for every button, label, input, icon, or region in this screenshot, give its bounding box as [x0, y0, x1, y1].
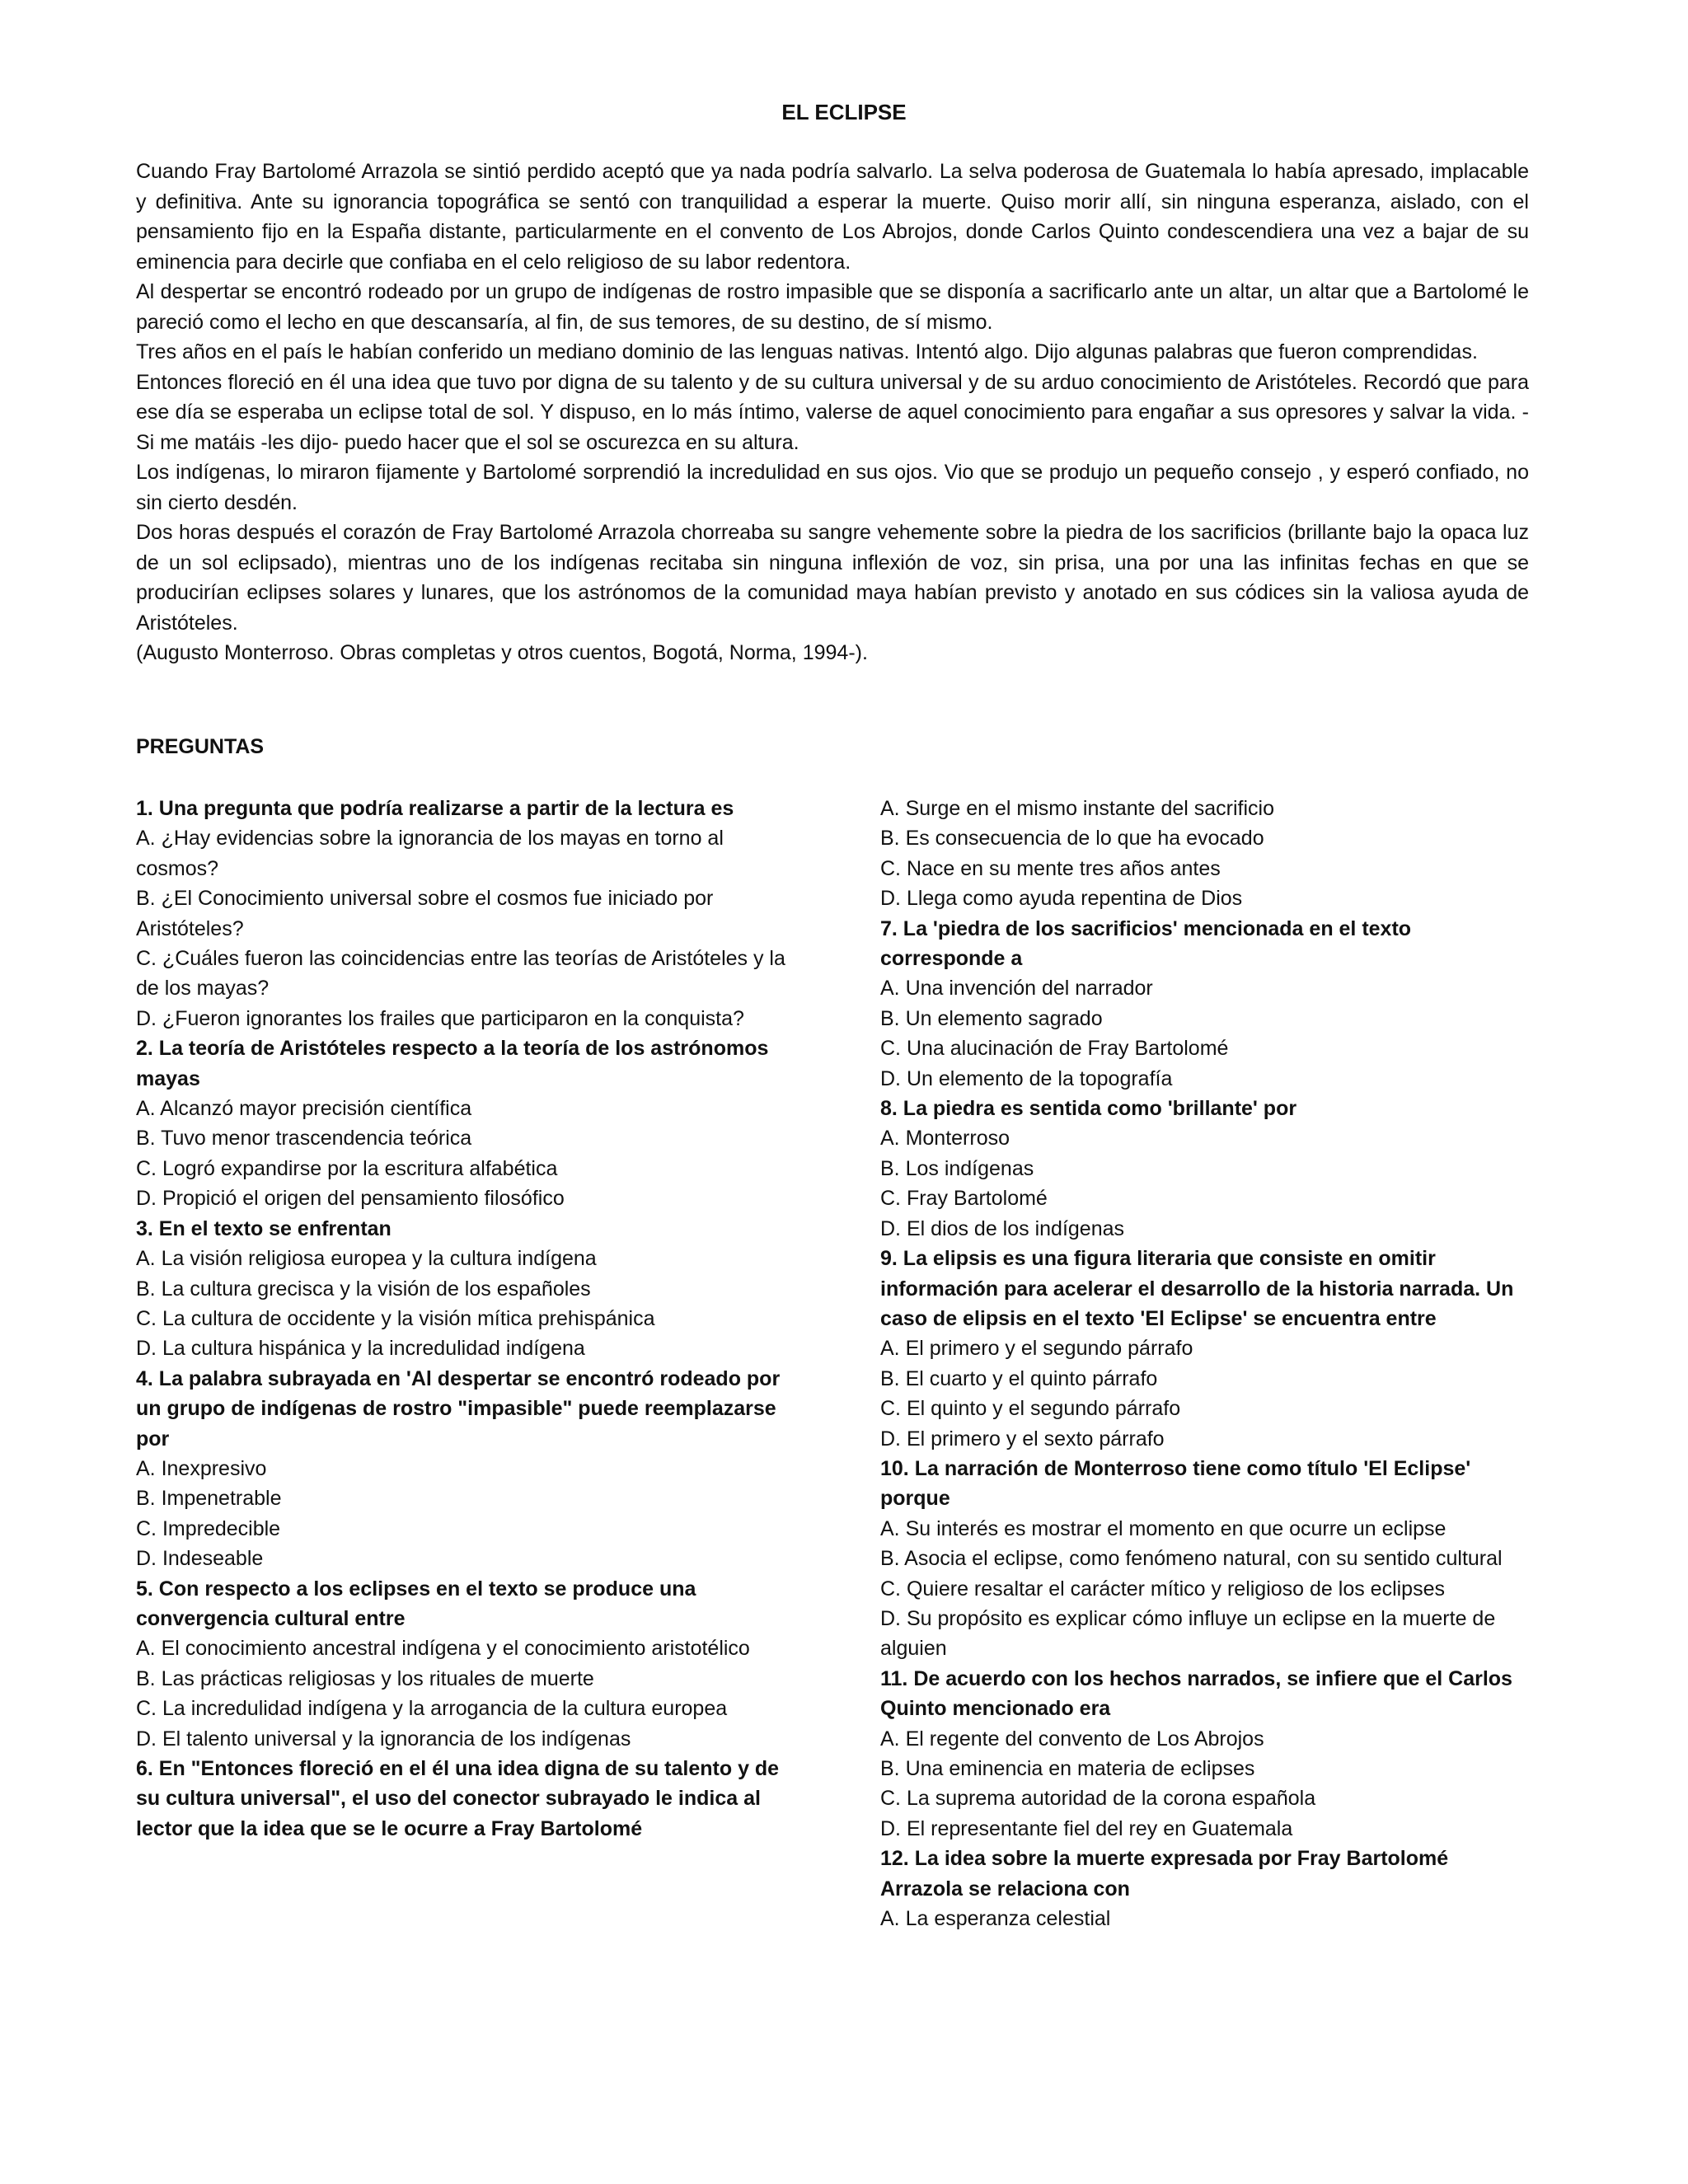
answer-option: A. Su interés es mostrar el momento en que ocurre un eclipse: [880, 1516, 1447, 1540]
question-text: 11. De acuerdo con los hechos narrados, se infiere que el Carlos Quinto mencionado era: [880, 1666, 1512, 1721]
answer-option: A. ¿Hay evidencias sobre la ignorancia de los mayas en torno al cosmos?: [136, 827, 724, 880]
question-text: 6. En "Entonces floreció en el él una idea digna de su talento y de su cultura universal", el uso del conector subrayado le indica al lector que la idea que se le ocurre a Fray Bartolomé: [136, 1757, 780, 1840]
document-title: EL ECLIPSE: [781, 100, 907, 124]
answer-option: D. Su propósito es explicar cómo influye un eclipse en la muerte de alguien: [880, 1606, 1496, 1661]
answer-option: C. Impredecible: [136, 1516, 281, 1540]
answer-option: D. El primero y el sexto párrafo: [880, 1427, 1165, 1451]
answer-option: C. ¿Cuáles fueron las coincidencias entre las teorías de Aristóteles y la de los mayas?: [136, 947, 785, 1001]
answer-option: A. Monterroso: [880, 1127, 1010, 1151]
questions-left-column: [136, 794, 787, 1844]
story-paragraph: Entonces floreció en él una idea que tuvo por digna de su talento y de su cultura universal y de su arduo conocimiento de Aristóteles. Recordó que para ese día se esperaba un eclipse total de sol. Y dispuso, en lo más íntimo, valerse de aquel conocimiento para engañar a sus opresores y salvar la vida. -Si me matáis -les dijo- puedo hacer que el sol se oscurezca en su altura.: [136, 370, 1529, 454]
story-citation: (Augusto Monterroso. Obras completas y otros cuentos, Bogotá, Norma, 1994-).: [136, 641, 868, 664]
answer-option: B. Un elemento sagrado: [880, 1006, 1103, 1030]
question-text: 2. La teoría de Aristóteles respecto a la teoría de los astrónomos mayas: [136, 1037, 769, 1090]
answer-option: C. La cultura de occidente y la visión mítica prehispánica: [136, 1306, 655, 1330]
answer-option: C. Nace en su mente tres años antes: [880, 856, 1221, 880]
answer-option: A. La esperanza celestial: [880, 1907, 1111, 1931]
questions-heading: PREGUNTAS: [136, 735, 265, 758]
answer-option: D. El representante fiel del rey en Guatemala: [880, 1816, 1293, 1840]
answer-option: A. El conocimiento ancestral indígena y el conocimiento aristotélico: [136, 1637, 750, 1661]
answer-option: C. Una alucinación de Fray Bartolomé: [880, 1037, 1229, 1061]
answer-option: C. La suprema autoridad de la corona española: [880, 1787, 1316, 1811]
question-text: 8. La piedra es sentida como 'brillante' por: [880, 1097, 1297, 1121]
story-paragraph: Los indígenas, lo miraron fijamente y Bartolomé sorprendió la incredulidad en sus ojos. Vio que se produjo un pequeño consejo , y esperó confiado, no sin cierto desdén.: [136, 461, 1529, 514]
answer-option: B. Asocia el eclipse, como fenómeno natural, con su sentido cultural: [880, 1547, 1503, 1571]
answer-option: C. Fray Bartolomé: [880, 1187, 1048, 1211]
answer-option: D. Indeseable: [136, 1547, 264, 1571]
answer-option: B. El cuarto y el quinto párrafo: [880, 1366, 1158, 1390]
answer-option: B. Impenetrable: [136, 1487, 282, 1511]
question-text: 7. La 'piedra de los sacrificios' mencionada en el texto corresponde a: [880, 916, 1412, 971]
answer-option: D. El talento universal y la ignorancia de los indígenas: [136, 1727, 631, 1750]
answer-option: D. ¿Fueron ignorantes los frailes que participaron en la conquista?: [136, 1006, 744, 1030]
answer-option: A. Surge en el mismo instante del sacrificio: [880, 797, 1274, 820]
answer-option: B. Es consecuencia de lo que ha evocado: [880, 827, 1264, 851]
question-text: 1. Una pregunta que podría realizarse a partir de la lectura es: [136, 797, 734, 820]
story-text: [136, 157, 1529, 668]
question-text: 5. Con respecto a los eclipses en el texto se produce una convergencia cultural entre: [136, 1577, 696, 1630]
answer-option: B. La cultura grecisca y la visión de los españoles: [136, 1277, 591, 1301]
question-text: 4. La palabra subrayada en 'Al despertar se encontró rodeado por un grupo de indígenas de rostro "impasible" puede reemplazarse por: [136, 1366, 781, 1451]
answer-option: B. Las prácticas religiosas y los rituales de muerte: [136, 1666, 594, 1690]
answer-option: A. Inexpresivo: [136, 1456, 267, 1480]
answer-option: C. La incredulidad indígena y la arrogancia de la cultura europea: [136, 1697, 728, 1721]
answer-option: A. La visión religiosa europea y la cultura indígena: [136, 1247, 597, 1271]
answer-option: C. Logró expandirse por la escritura alfabética: [136, 1156, 558, 1180]
answer-option: A. El primero y el segundo párrafo: [880, 1337, 1193, 1361]
answer-option: D. Propició el origen del pensamiento filosófico: [136, 1187, 565, 1211]
questions-right-column: [880, 794, 1531, 1933]
answer-option: A. El regente del convento de Los Abrojos: [880, 1727, 1264, 1750]
story-paragraph: Dos horas después el corazón de Fray Bartolomé Arrazola chorreaba su sangre vehemente sobre la piedra de los sacrificios (brillante bajo la opaca luz de un sol eclipsado), mientras uno de los indígenas recitaba sin ninguna inflexión de voz, sin prisa, una por una las infinitas fechas en que se producirían eclipses solares y lunares, que los astrónomos de la comunidad maya habían previsto y anotado en sus códices sin la valiosa ayuda de Aristóteles.: [136, 521, 1529, 635]
answer-option: D. La cultura hispánica y la incredulidad indígena: [136, 1337, 585, 1361]
answer-option: D. Un elemento de la topografía: [880, 1066, 1173, 1090]
question-text: 10. La narración de Monterroso tiene como título 'El Eclipse' porque: [880, 1456, 1471, 1511]
answer-option: D. El dios de los indígenas: [880, 1216, 1125, 1240]
answer-option: C. Quiere resaltar el carácter mítico y religioso de los eclipses: [880, 1577, 1445, 1601]
answer-option: B. Los indígenas: [880, 1156, 1034, 1180]
story-paragraph: Al despertar se encontró rodeado por un grupo de indígenas de rostro impasible que se disponía a sacrificarlo ante un altar, un altar que a Bartolomé le pareció como el lecho en que descansaría, al fin, de sus temores, de su destino, de sí mismo.: [136, 280, 1529, 334]
answer-option: B. Una eminencia en materia de eclipses: [880, 1757, 1255, 1780]
story-paragraph: Tres años en el país le habían conferido un mediano dominio de las lenguas nativas. Intentó algo. Dijo algunas palabras que fueron comprendidas.: [136, 340, 1478, 363]
answer-option: B. ¿El Conocimiento universal sobre el cosmos fue iniciado por Aristóteles?: [136, 887, 714, 940]
answer-option: D. Llega como ayuda repentina de Dios: [880, 887, 1243, 911]
answer-option: A. Alcanzó mayor precisión científica: [136, 1097, 472, 1121]
question-text: 12. La idea sobre la muerte expresada por Fray Bartolomé Arrazola se relaciona con: [880, 1847, 1449, 1900]
answer-option: B. Tuvo menor trascendencia teórica: [136, 1127, 472, 1151]
answer-option: A. Una invención del narrador: [880, 977, 1153, 1001]
story-paragraph: Cuando Fray Bartolomé Arrazola se sintió perdido aceptó que ya nada podría salvarlo. La selva poderosa de Guatemala lo había apresado, implacable y definitiva. Ante su ignorancia topográfica se sentó con tranquilidad a esperar la muerte. Quiso morir allí, sin ninguna esperanza, aislado, con el pensamiento fijo en la España distante, particularmente en el convento de Los Abrojos, donde Carlos Quinto condescendiera una vez a bajar de su eminencia para decirle que confiaba en el celo religioso de su labor redentora.: [136, 160, 1529, 274]
question-text: 3. En el texto se enfrentan: [136, 1216, 392, 1240]
answer-option: C. El quinto y el segundo párrafo: [880, 1397, 1181, 1421]
question-text: 9. La elipsis es una figura literaria que consiste en omitir información para acelerar el desarrollo de la historia narrada. Un caso de elipsis en el texto 'El Eclipse' se encuentra entre: [880, 1247, 1514, 1330]
